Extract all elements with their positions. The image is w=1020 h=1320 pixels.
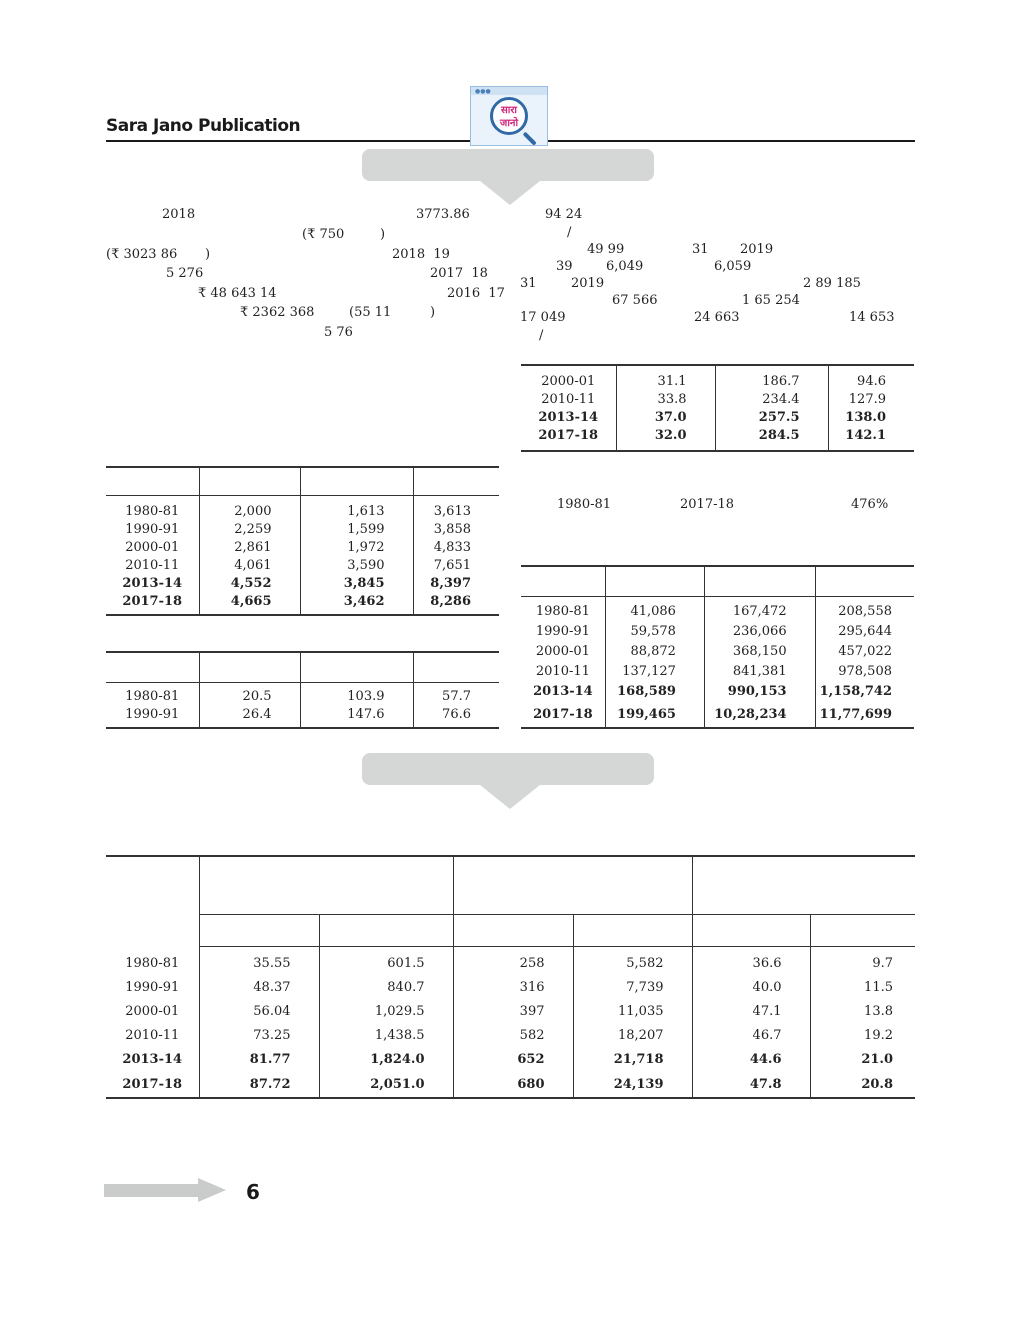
table-row: [106, 1048, 915, 1072]
cell: 680: [453, 1072, 573, 1098]
cell: 601.5: [319, 952, 453, 976]
cell: 59,578: [605, 622, 704, 642]
cell: 3,462: [300, 593, 413, 611]
cell: 20.5: [199, 688, 300, 706]
table-row: [106, 688, 499, 706]
cell: 7,739: [573, 976, 692, 1000]
table-row: [521, 602, 914, 622]
cell: 21.0: [810, 1048, 915, 1072]
cell: 48.37: [199, 976, 319, 1000]
logo-text-line1: सारा: [500, 105, 518, 116]
text-fragment: 31: [692, 242, 709, 257]
table-header-row: [106, 914, 915, 946]
cell: 8,397: [413, 575, 499, 593]
cell: 2000-01: [541, 374, 596, 389]
cell: 2,861: [199, 539, 300, 557]
text-fragment: 6,059: [714, 259, 752, 274]
header-rule-right: [548, 140, 915, 142]
cell: 32.0: [616, 427, 715, 445]
cell: 2013-14: [538, 410, 599, 425]
cell: 199,465: [605, 702, 704, 728]
cell: 40.0: [692, 976, 810, 1000]
cell: 76.6: [413, 706, 499, 724]
window-dots-icon: ●●●: [475, 88, 491, 95]
cell: 295,644: [815, 622, 914, 642]
cell: 35.55: [199, 952, 319, 976]
cell: 47.8: [692, 1072, 810, 1098]
cell: 73.25: [199, 1024, 319, 1048]
cell: 2017-18: [538, 428, 599, 443]
cell: 1980-81: [125, 956, 180, 971]
table-row: [106, 495, 499, 503]
cell: 4,665: [199, 593, 300, 611]
magnifier-logo-icon: [490, 97, 528, 135]
table-row: [106, 1024, 915, 1048]
text-fragment: 31: [520, 276, 537, 291]
page-number: 6: [246, 1180, 260, 1204]
text-fragment: ): [430, 305, 436, 320]
table-e: [106, 855, 915, 1099]
cell: 11,035: [573, 1000, 692, 1024]
text-fragment: 94 24: [545, 207, 583, 222]
table-header-row: [106, 856, 915, 914]
cell: 186.7: [715, 373, 828, 391]
cell: 47.1: [692, 1000, 810, 1024]
table-row: [106, 976, 915, 1000]
text-fragment: 2018: [162, 207, 196, 222]
cell: 1,599: [300, 521, 413, 539]
text-fragment: /: [539, 328, 544, 343]
cell: 4,552: [199, 575, 300, 593]
cell: 3,590: [300, 557, 413, 575]
table-row: [521, 642, 914, 662]
cell: 2000-01: [125, 1004, 180, 1019]
cell: 4,061: [199, 557, 300, 575]
table-row: [521, 365, 914, 373]
cell: 2010-11: [125, 558, 180, 573]
text-fragment: ): [205, 247, 211, 262]
cell: 142.1: [828, 427, 914, 445]
publisher-brand: Sara Jano Publication: [106, 116, 301, 136]
table-header-row: [106, 467, 499, 495]
cell: 840.7: [319, 976, 453, 1000]
table-row: [106, 724, 499, 728]
cell: 103.9: [300, 688, 413, 706]
table-row: [521, 682, 914, 702]
cell: 5,582: [573, 952, 692, 976]
cell: 31.1: [616, 373, 715, 391]
cell: 9.7: [810, 952, 915, 976]
text-fragment: 24 663: [694, 310, 740, 325]
table-row: [106, 539, 499, 557]
text-fragment: (₹ 3023 86: [106, 247, 178, 262]
cell: 33.8: [616, 391, 715, 409]
cell: 652: [453, 1048, 573, 1072]
table-row: [106, 952, 915, 976]
cell: 841,381: [704, 662, 815, 682]
cell: 284.5: [715, 427, 828, 445]
cell: 18,207: [573, 1024, 692, 1048]
cell: 13.8: [810, 1000, 915, 1024]
cell: 1990-91: [125, 522, 180, 537]
cell: 41,086: [605, 602, 704, 622]
cell: 978,508: [815, 662, 914, 682]
table-row: [106, 521, 499, 539]
table-row: [106, 611, 499, 615]
text-fragment: /: [567, 225, 572, 240]
table-row: [521, 373, 914, 391]
cell: 1,972: [300, 539, 413, 557]
cell: 2010-11: [535, 664, 590, 679]
cell: 11,77,699: [815, 702, 914, 728]
cell: 1990-91: [535, 624, 590, 639]
table-b: [106, 466, 499, 616]
table-row: [106, 593, 499, 611]
cell: 36.6: [692, 952, 810, 976]
banner-arrow-down-icon: [480, 785, 540, 809]
text-fragment: 1980-81: [557, 497, 612, 512]
text-fragment: 5 276: [166, 266, 204, 281]
cell: 138.0: [828, 409, 914, 427]
text-fragment: ): [380, 227, 386, 242]
cell: 11.5: [810, 976, 915, 1000]
page-arrow-bar: [104, 1184, 204, 1197]
cell: 88,872: [605, 642, 704, 662]
table-row: [106, 575, 499, 593]
cell: 457,022: [815, 642, 914, 662]
cell: 26.4: [199, 706, 300, 724]
cell: 1,824.0: [319, 1048, 453, 1072]
table-row: [106, 557, 499, 575]
cell: 81.77: [199, 1048, 319, 1072]
cell: 137,127: [605, 662, 704, 682]
cell: 147.6: [300, 706, 413, 724]
cell: 37.0: [616, 409, 715, 427]
cell: 990,153: [704, 682, 815, 702]
table-d: [521, 565, 914, 729]
text-fragment: (₹ 750: [302, 227, 345, 242]
cell: 20.8: [810, 1072, 915, 1098]
cell: 2010-11: [541, 392, 596, 407]
text-fragment: 2 89 185: [803, 276, 861, 291]
text-fragment: 49 99: [587, 242, 625, 257]
text-fragment: ₹ 48 643 14: [198, 286, 277, 301]
cell: 234.4: [715, 391, 828, 409]
cell: 316: [453, 976, 573, 1000]
text-fragment: (55 11: [349, 305, 392, 320]
text-fragment: 1 65 254: [742, 293, 800, 308]
cell: 167,472: [704, 602, 815, 622]
cell: 236,066: [704, 622, 815, 642]
table-row: [521, 622, 914, 642]
cell: 46.7: [692, 1024, 810, 1048]
cell: 2017-18: [533, 706, 593, 722]
cell: 87.72: [199, 1072, 319, 1098]
text-fragment: 39: [556, 259, 573, 274]
text-fragment: 476%: [851, 497, 889, 512]
table-row: [521, 391, 914, 409]
header-rule-left: [106, 140, 470, 142]
cell: 3,613: [413, 503, 499, 521]
cell: 2010-11: [125, 1028, 180, 1043]
section-banner-1: [362, 149, 654, 181]
cell: 10,28,234: [704, 702, 815, 728]
cell: 1,029.5: [319, 1000, 453, 1024]
cell: 1990-91: [125, 707, 180, 722]
cell: 94.6: [828, 373, 914, 391]
cell: 1,613: [300, 503, 413, 521]
table-row: [106, 503, 499, 521]
cell: 1,158,742: [815, 682, 914, 702]
arrow-right-icon: [198, 1178, 226, 1202]
cell: 8,286: [413, 593, 499, 611]
cell: 127.9: [828, 391, 914, 409]
cell: 2,000: [199, 503, 300, 521]
cell: 57.7: [413, 688, 499, 706]
cell: 56.04: [199, 1000, 319, 1024]
cell: 2013-14: [122, 576, 183, 591]
cell: 7,651: [413, 557, 499, 575]
cell: 582: [453, 1024, 573, 1048]
cell: 2013-14: [533, 684, 593, 699]
text-fragment: 2016 17: [447, 286, 505, 301]
text-fragment: 3773.86: [416, 207, 470, 222]
text-fragment: ₹ 2362 368: [240, 305, 315, 320]
text-fragment: 2019: [740, 242, 774, 257]
table-header-row: [521, 566, 914, 596]
magnifier-handle: [523, 132, 537, 146]
cell: 3,845: [300, 575, 413, 593]
table-row: [106, 706, 499, 724]
text-fragment: 2018 19: [392, 247, 450, 262]
text-fragment: 14 653: [849, 310, 895, 325]
cell: 1980-81: [535, 604, 590, 619]
table-row: [521, 662, 914, 682]
logo-text-line2: जानो: [499, 118, 519, 129]
cell: 2017-18: [122, 594, 183, 609]
publisher-logo: [470, 86, 548, 146]
section-banner-2: [362, 753, 654, 785]
cell: 2000-01: [535, 644, 590, 659]
cell: 1,438.5: [319, 1024, 453, 1048]
cell: 1990-91: [125, 980, 180, 995]
cell: 24,139: [573, 1072, 692, 1098]
cell: 2017-18: [122, 1076, 183, 1092]
text-fragment: 67 566: [612, 293, 658, 308]
cell: 208,558: [815, 602, 914, 622]
text-fragment: 5 76: [324, 325, 353, 340]
text-fragment: 17 049: [520, 310, 566, 325]
text-fragment: 2017-18: [680, 497, 735, 512]
cell: 2,259: [199, 521, 300, 539]
cell: 4,833: [413, 539, 499, 557]
text-fragment: 2019: [571, 276, 605, 291]
table-a: [521, 364, 914, 452]
cell: 397: [453, 1000, 573, 1024]
table-row: [521, 445, 914, 451]
table-c: [106, 651, 499, 729]
cell: 2013-14: [122, 1052, 183, 1067]
cell: 21,718: [573, 1048, 692, 1072]
table-row: [521, 409, 914, 427]
cell: 257.5: [715, 409, 828, 427]
cell: 2000-01: [125, 540, 180, 555]
table-header-row: [106, 652, 499, 682]
cell: 2,051.0: [319, 1072, 453, 1098]
text-fragment: 6,049: [606, 259, 644, 274]
table-row: [521, 702, 914, 728]
text-fragment: 2017 18: [430, 266, 488, 281]
cell: 3,858: [413, 521, 499, 539]
table-row: [106, 1072, 915, 1098]
cell: 1980-81: [125, 689, 180, 704]
cell: 368,150: [704, 642, 815, 662]
cell: 258: [453, 952, 573, 976]
table-row: [106, 1000, 915, 1024]
cell: 1980-81: [125, 504, 180, 519]
cell: 168,589: [605, 682, 704, 702]
cell: 19.2: [810, 1024, 915, 1048]
table-row: [521, 427, 914, 445]
banner-arrow-down-icon: [480, 181, 540, 205]
cell: 44.6: [692, 1048, 810, 1072]
